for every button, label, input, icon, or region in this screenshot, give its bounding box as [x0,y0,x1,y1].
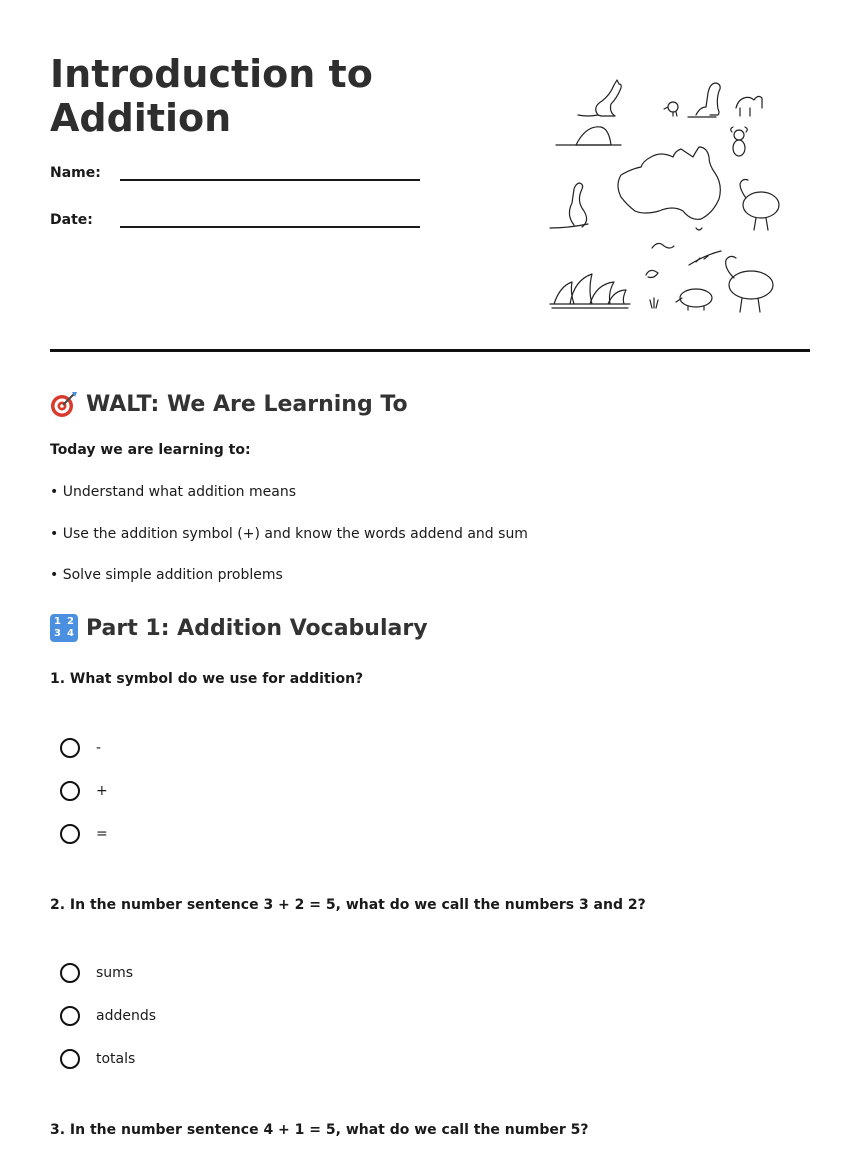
q2-option-2[interactable] [60,1003,156,1029]
walt-bullet-1: • Understand what addition means [50,484,297,500]
walt-bullet-3: • Solve simple addition problems [50,567,283,583]
q1-option-1[interactable] [60,735,101,761]
option-label: addends [96,1008,157,1024]
name-line[interactable] [120,179,420,181]
date-field[interactable] [50,212,420,242]
echidna-icon [676,289,712,310]
worksheet-title [50,52,430,140]
option-label: totals [96,1051,136,1067]
question-2: 2. In the number sentence 3 + 2 = 5, what do we call the numbers 3 and 2? [50,897,646,913]
numbers-1234-icon: 1 2 3 4 [50,614,78,642]
date-line[interactable] [120,226,420,228]
small-creature-icon [646,270,658,308]
header-divider [50,349,810,352]
q2-option-1[interactable] [60,960,133,986]
australia-animals-illustration [546,70,786,320]
emu-icon [740,180,779,231]
option-label: + [96,783,108,799]
radio-button[interactable] [60,1049,80,1069]
radio-button[interactable] [60,963,80,983]
sitting-kangaroo-icon [550,183,588,228]
platypus-icon [556,127,621,145]
question-3: 3. In the number sentence 4 + 1 = 5, what do we call the number 5? [50,1122,589,1138]
koala-icon [731,127,748,156]
radio-button[interactable] [60,824,80,844]
name-label: Name: [50,165,101,181]
option-label: = [96,826,108,842]
target-dart-icon [50,390,78,418]
title-line-2: Addition [50,96,232,140]
walt-heading-text: WALT: We Are Learning To [86,391,408,417]
worksheet-page [50,0,810,1138]
emu-bottom-icon [726,256,773,312]
walt-bullet-2: • Use the addition symbol (+) and know the words addend and sum [50,526,528,542]
radio-button[interactable] [60,781,80,801]
title-line-1: Introduction to [50,52,373,96]
option-label: sums [96,965,134,981]
lizard-icon [652,243,674,248]
opera-house-icon [550,274,630,308]
boomerang-icon [689,251,721,265]
walt-heading [50,390,408,418]
q1-option-3[interactable] [60,821,108,847]
question-1: 1. What symbol do we use for addition? [50,671,364,687]
q1-option-2[interactable] [60,778,108,804]
part1-heading [50,614,428,642]
australia-map-icon [618,147,720,230]
radio-button[interactable] [60,1006,80,1026]
worksheet-header [50,0,810,352]
name-field[interactable] [50,165,420,195]
part1-heading-text: Part 1: Addition Vocabulary [86,615,428,641]
q2-option-3[interactable] [60,1046,135,1072]
radio-button[interactable] [60,738,80,758]
kangaroo-icon [578,80,621,116]
small-bird-icon [664,102,678,116]
date-label: Date: [50,212,93,228]
walt-intro: Today we are learning to: [50,442,251,458]
option-label: - [96,740,102,756]
camel-icon [736,96,762,116]
standing-kangaroo-icon [688,83,720,117]
